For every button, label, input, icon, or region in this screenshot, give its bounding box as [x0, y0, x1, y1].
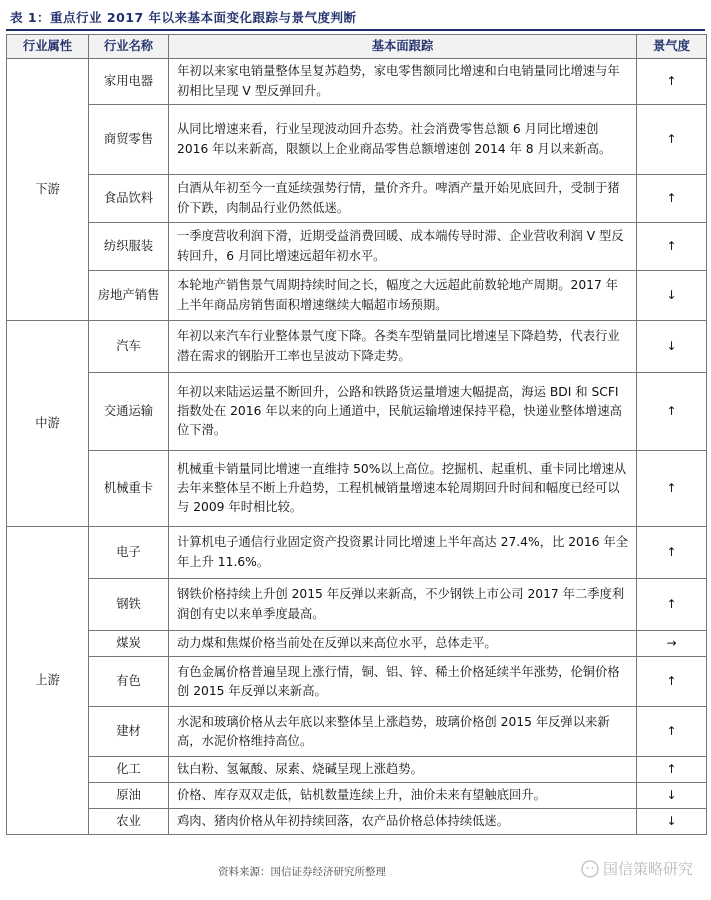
header-desc: 基本面跟踪 [169, 35, 637, 59]
trend-arrow: ↑ [637, 175, 707, 223]
group-attr: 上游 [7, 527, 89, 835]
industry-name: 汽车 [89, 321, 169, 373]
header-trend: 景气度 [637, 35, 707, 59]
industry-desc: 从同比增速来看，行业呈现波动回升态势。社会消费零售总额 6 月同比增速创 2016 年以来新高，限额以上企业商品零售总额增速创 2014 年 8 月以来新高。 [169, 105, 637, 175]
industry-name: 电子 [89, 527, 169, 579]
table-row [7, 223, 707, 271]
table-row [7, 59, 707, 105]
industry-desc: 钢铁价格持续上升创 2015 年反弹以来新高，不少钢铁上市公司 2017 年二季度利润创有史以来单季度最高。 [169, 579, 637, 631]
industry-desc: 钛白粉、氢氟酸、尿素、烧碱呈现上涨趋势。 [169, 757, 637, 783]
header-name: 行业名称 [89, 35, 169, 59]
industry-desc: 本轮地产销售景气周期持续时间之长，幅度之大远超此前数轮地产周期。2017 年上半年商品房销售面积增速继续大幅超市场预期。 [169, 271, 637, 321]
group-attr: 下游 [7, 59, 89, 321]
industry-desc: 动力煤和焦煤价格当前处在反弹以来高位水平，总体走平。 [169, 631, 637, 657]
industry-name: 机械重卡 [89, 451, 169, 527]
group-attr: 中游 [7, 321, 89, 527]
industry-desc: 机械重卡销量同比增速一直维持 50%以上高位。挖掘机、起重机、重卡同比增速从去年来整体呈不断上升趋势，工程机械销量增速本轮周期回升时间和幅度已经可以与 2009 年时相比较。 [169, 451, 637, 527]
industry-desc: 水泥和玻璃价格从去年底以来整体呈上涨趋势，玻璃价格创 2015 年反弹以来新高，水泥价格维持高位。 [169, 707, 637, 757]
industry-desc: 年初以来陆运运量不断回升，公路和铁路货运量增速大幅提高，海运 BDI 和 SCFI 指数处在 2016 年以来的向上通道中，民航运输增速保持平稳，快递业整体增速高位下滑。 [169, 373, 637, 451]
trend-arrow: ↑ [637, 757, 707, 783]
industry-desc: 价格、库存双双走低，钻机数量连续上升，油价未来有望触底回升。 [169, 783, 637, 809]
table-row [7, 579, 707, 631]
trend-arrow: ↑ [637, 707, 707, 757]
industry-name: 商贸零售 [89, 105, 169, 175]
trend-arrow: ↑ [637, 105, 707, 175]
watermark [581, 858, 693, 879]
header-row [7, 35, 707, 59]
trend-arrow: ↑ [637, 579, 707, 631]
industry-name: 纺织服装 [89, 223, 169, 271]
table-row [7, 527, 707, 579]
table-row [7, 631, 707, 657]
industry-name: 化工 [89, 757, 169, 783]
industry-desc: 计算机电子通信行业固定资产投资累计同比增速上半年高达 27.4%，比 2016 年全年上升 11.6%。 [169, 527, 637, 579]
table-row [7, 451, 707, 527]
table-row [7, 707, 707, 757]
industry-name: 交通运输 [89, 373, 169, 451]
watermark-text: 国信策略研究 [602, 860, 693, 878]
table-row [7, 321, 707, 373]
trend-arrow: ↑ [637, 59, 707, 105]
trend-arrow: ↑ [637, 223, 707, 271]
table-row [7, 757, 707, 783]
trend-arrow: ↑ [637, 527, 707, 579]
table-row [7, 271, 707, 321]
industry-name: 农业 [89, 809, 169, 835]
trend-arrow: ↑ [637, 373, 707, 451]
industry-desc: 年初以来家电销量整体呈复苏趋势，家电零售额同比增速和白电销量同比增速与年初相比呈现 V 型反弹回升。 [169, 59, 637, 105]
source-note: 资料来源：国信证券经济研究所整理 [218, 866, 386, 878]
trend-arrow: ↑ [637, 657, 707, 707]
table-row [7, 783, 707, 809]
table-row [7, 657, 707, 707]
industry-desc: 有色金属价格普遍呈现上涨行情，铜、铝、锌、稀土价格延续半年涨势，伦铜价格创 2015 年反弹以来新高。 [169, 657, 637, 707]
industry-desc: 白酒从年初至今一直延续强势行情，量价齐升。啤酒产量开始见底回升，受制于猪价下跌，肉制品行业仍然低迷。 [169, 175, 637, 223]
industry-name: 房地产销售 [89, 271, 169, 321]
title-divider [6, 29, 705, 31]
industry-name: 有色 [89, 657, 169, 707]
table-row [7, 809, 707, 835]
industry-name: 家用电器 [89, 59, 169, 105]
trend-arrow: ↓ [637, 321, 707, 373]
header-attr: 行业属性 [7, 35, 89, 59]
industry-name: 建材 [89, 707, 169, 757]
table-row [7, 105, 707, 175]
industry-name: 钢铁 [89, 579, 169, 631]
industry-desc: 鸡肉、猪肉价格从年初持续回落，农产品价格总体持续低迷。 [169, 809, 637, 835]
trend-arrow: ↓ [637, 783, 707, 809]
industry-name: 食品饮料 [89, 175, 169, 223]
wechat-icon [581, 860, 599, 878]
table-title: 表 1：重点行业 2017 年以来基本面变化跟踪与景气度判断 [10, 10, 357, 25]
industry-table [6, 34, 707, 835]
trend-arrow: ↓ [637, 271, 707, 321]
trend-arrow: ↓ [637, 809, 707, 835]
industry-name: 煤炭 [89, 631, 169, 657]
table-row [7, 373, 707, 451]
trend-arrow: → [637, 631, 707, 657]
industry-name: 原油 [89, 783, 169, 809]
industry-desc: 一季度营收利润下滑，近期受益消费回暖、成本端传导时滞、企业营收利润 V 型反转回升，6 月同比增速远超年初水平。 [169, 223, 637, 271]
table-row [7, 175, 707, 223]
trend-arrow: ↑ [637, 451, 707, 527]
industry-desc: 年初以来汽车行业整体景气度下降。各类车型销量同比增速呈下降趋势，代表行业潜在需求的钢胎开工率也呈波动下降走势。 [169, 321, 637, 373]
